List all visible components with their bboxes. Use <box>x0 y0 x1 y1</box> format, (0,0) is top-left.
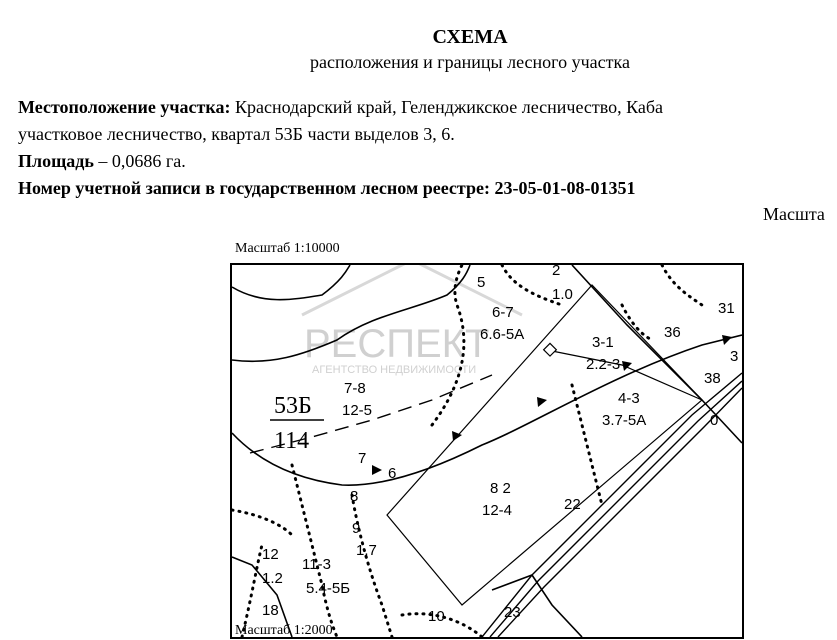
arrow-icon <box>622 361 632 371</box>
map-label: 7-8 <box>344 380 366 397</box>
map-label: 3.7-5А <box>602 412 647 429</box>
map-label: 8 <box>350 488 359 505</box>
quarter-number: 53Б <box>274 393 312 419</box>
map-label: 38 <box>704 370 721 387</box>
area-text: – 0,0686 га. <box>93 151 186 171</box>
arrow-icon <box>372 465 382 475</box>
document-subtitle: расположения и границы лесного участка <box>310 52 630 72</box>
dotted-line <box>662 265 702 305</box>
map-label: 6.6-5А <box>480 326 525 343</box>
location-continuation: участковое лесничество, квартал 53Б части выделов 3, 6. <box>18 124 455 144</box>
map-label: 3 <box>730 348 739 365</box>
map-label: 9 <box>352 520 361 537</box>
dotted-line <box>232 510 292 535</box>
dotted-line <box>572 385 602 505</box>
map-label: 7 <box>358 450 367 467</box>
map-label: 2 <box>552 265 561 279</box>
registry-label: Номер учетной записи в государственном лесном реестре: <box>18 178 490 198</box>
map-label: 8 2 <box>490 480 511 497</box>
location-line <box>18 97 663 118</box>
map-label: 10 <box>428 608 445 625</box>
map-label: 5 <box>477 274 486 291</box>
map-label: 23 <box>504 604 521 621</box>
map-label: 6-7 <box>492 304 514 321</box>
map-label: 12-4 <box>482 502 513 519</box>
map-label: 4-3 <box>618 390 640 407</box>
area-line <box>18 151 186 172</box>
registry-line <box>18 178 635 199</box>
arrow-icon <box>537 397 547 407</box>
map-label: 18 <box>262 602 279 619</box>
watermark-sub: АГЕНТСТВО НЕДВИЖИМОСТИ <box>312 364 477 376</box>
quarter-area: 114 <box>274 428 310 454</box>
map-scale-bottom: Масштаб 1:2000 <box>235 623 333 638</box>
map-scale-top: Масштаб 1:10000 <box>235 241 340 256</box>
map-label: 1.0 <box>552 286 573 303</box>
map-label: 5.4-5Б <box>306 580 351 597</box>
map-label: 31 <box>718 300 735 317</box>
map-label: 3-1 <box>592 334 614 351</box>
map-label: 0 <box>710 412 719 429</box>
scale-right-text: Масшта <box>763 204 825 224</box>
watermark <box>302 265 525 376</box>
location-label: Местоположение участка: <box>18 97 231 117</box>
map-label: 12-5 <box>342 402 373 419</box>
parcel-corner-marker-icon <box>544 343 557 356</box>
map-label: 11-3 <box>302 556 331 573</box>
registry-number: 23-05-01-08-01351 <box>489 178 636 198</box>
document-title: СХЕМА <box>432 26 508 48</box>
watermark-main: РЕСПЕКТ <box>304 322 490 366</box>
arrow-icon <box>722 335 732 345</box>
dotted-line <box>352 495 392 637</box>
area-label: Площадь <box>18 151 94 171</box>
forest-map-svg <box>232 265 742 637</box>
map-label: 22 <box>564 496 581 513</box>
map-label: 1.2 <box>262 570 283 587</box>
map-label: 12 <box>262 546 279 563</box>
contour-line <box>232 265 350 300</box>
forest-map <box>230 263 744 639</box>
map-label: 36 <box>664 324 681 341</box>
map-labels <box>262 265 738 625</box>
map-label: 6 <box>388 465 397 482</box>
dotted-line <box>292 465 337 637</box>
location-text: Краснодарский край, Геленджикское лесничество, Каба <box>230 97 664 117</box>
map-label: 2.2-3 <box>586 356 621 373</box>
map-label: 1.7 <box>356 542 377 559</box>
